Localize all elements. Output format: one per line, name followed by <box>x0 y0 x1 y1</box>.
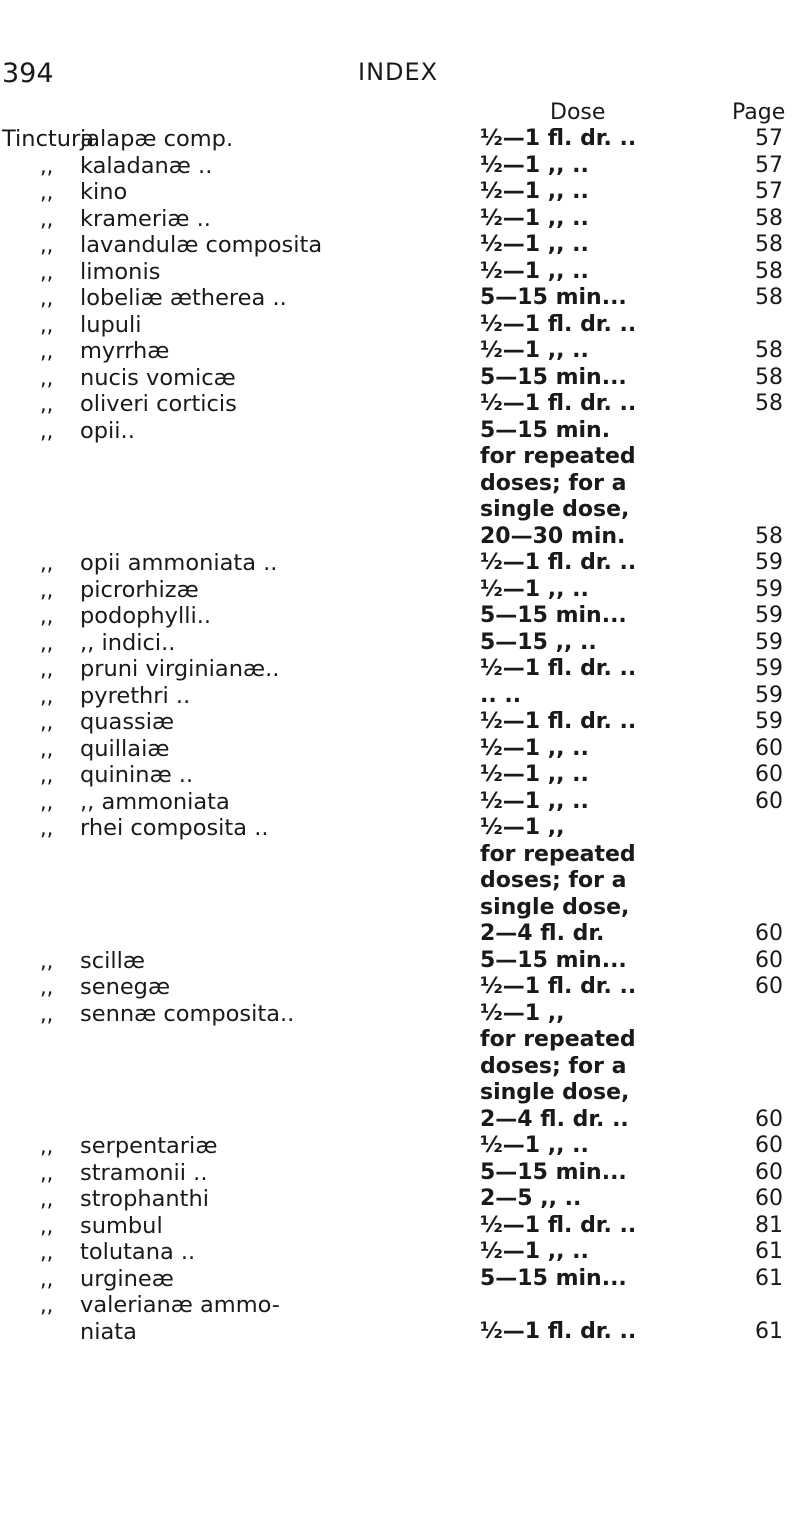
entry-page: 59 <box>755 603 783 628</box>
index-entry <box>0 365 800 392</box>
index-entry <box>0 974 800 1001</box>
ditto-mark: ,, <box>40 551 54 575</box>
entry-dose-note: 2—4 fl. dr. <box>480 921 605 946</box>
entry-page: 61 <box>755 1239 783 1264</box>
entry-dose: .. .. <box>480 682 522 708</box>
ditto-mark: ,, <box>40 233 54 257</box>
entry-name: krameriæ .. <box>80 205 211 232</box>
entry-page: 61 <box>755 1265 783 1291</box>
entry-dose-note: doses; for a <box>480 1053 627 1079</box>
ditto-mark: ,, <box>40 286 54 310</box>
ditto-mark: ,, <box>40 1134 54 1158</box>
dose-column-heading: Dose <box>550 100 606 125</box>
ditto-mark: ,, <box>40 630 54 655</box>
index-entry <box>0 1292 800 1319</box>
ditto-mark: ,, <box>40 180 54 204</box>
entry-name: stramonii .. <box>80 1159 208 1186</box>
ditto-mark: ,, <box>40 339 54 363</box>
entry-dose: ½—1 ,, .. <box>480 258 589 284</box>
entry-continuation <box>0 1319 800 1346</box>
entry-page: 60 <box>755 947 783 973</box>
entry-page: 59 <box>755 629 783 655</box>
entry-page: 58 <box>755 285 783 310</box>
entry-page: 60 <box>755 1133 783 1158</box>
entry-page: 58 <box>755 523 783 549</box>
index-entry <box>0 1133 800 1160</box>
entry-continuation <box>0 868 800 895</box>
ditto-mark: ,, <box>40 153 54 178</box>
index-entry <box>0 736 800 763</box>
entry-continuation <box>0 471 800 498</box>
entry-continuation <box>0 497 800 524</box>
entry-continuation <box>0 1080 800 1107</box>
entry-page: 59 <box>755 709 783 734</box>
entry-page: 58 <box>755 205 783 231</box>
entry-dose: 5—15 ,, .. <box>480 629 597 655</box>
entry-continuation <box>0 444 800 471</box>
entry-page: 58 <box>755 258 783 284</box>
entry-dose-note: for repeated <box>480 841 636 867</box>
entry-page: 60 <box>755 921 783 946</box>
entry-name: strophanthi <box>80 1186 209 1212</box>
ditto-mark: ,, <box>40 1187 54 1211</box>
entry-name: quassiæ <box>80 709 175 735</box>
entry-page: 59 <box>755 656 783 681</box>
ditto-mark: ,, <box>40 312 54 337</box>
entry-continuation <box>0 1054 800 1081</box>
index-entry <box>0 179 800 206</box>
entry-continuation <box>0 895 800 922</box>
index-entry <box>0 153 800 180</box>
entry-dose: ½—1 ,, .. <box>480 152 589 178</box>
entry-page: 58 <box>755 232 783 257</box>
entry-name: pruni virginianæ.. <box>80 656 280 682</box>
entry-name: limonis <box>80 258 161 285</box>
entry-dose: 5—15 min... <box>480 285 627 310</box>
ditto-mark: ,, <box>40 683 54 708</box>
entry-dose-note: single dose, <box>480 497 630 522</box>
index-entry <box>0 683 800 710</box>
entry-dose: ½—1 fl. dr. .. <box>480 1212 637 1238</box>
index-entry <box>0 206 800 233</box>
entry-name: nucis vomicæ <box>80 364 236 391</box>
ditto-mark: ,, <box>40 816 54 840</box>
entry-dose: 5—15 min... <box>480 1265 627 1291</box>
entry-dose: 5—15 min... <box>480 1159 627 1185</box>
entry-name: quillaiæ <box>80 735 170 762</box>
index-entry <box>0 603 800 630</box>
entry-page: 60 <box>755 735 783 761</box>
page-number: 394 <box>2 58 54 89</box>
index-entry <box>0 1160 800 1187</box>
entry-dose: ½—1 ,, .. <box>480 735 589 761</box>
entry-dose: ½—1 ,, .. <box>480 576 589 602</box>
entry-dose: ½—1 ,, .. <box>480 338 589 363</box>
index-entry <box>0 259 800 286</box>
index-entries <box>0 126 800 1345</box>
index-entry <box>0 285 800 312</box>
entry-dose: ½—1 ,, <box>480 1000 565 1026</box>
entry-name: kino <box>80 179 128 205</box>
entry-page: 60 <box>755 762 783 787</box>
ditto-mark: ,, <box>40 763 54 787</box>
entry-name: ,, ammoniata <box>80 788 230 815</box>
entry-lead-word: Tinctura <box>2 126 95 152</box>
entry-name: myrrhæ <box>80 338 170 364</box>
ditto-mark: ,, <box>40 1160 54 1185</box>
entry-name: rhei composita .. <box>80 815 269 841</box>
entry-name: senegæ <box>80 974 171 1000</box>
ditto-mark: ,, <box>40 948 54 973</box>
entry-name: tolutana .. <box>80 1239 196 1265</box>
entry-dose-note: for repeated <box>480 1027 636 1052</box>
entry-page: 60 <box>755 1106 783 1132</box>
ditto-mark: ,, <box>40 1266 54 1291</box>
entry-dose: ½—1 ,, .. <box>480 232 589 257</box>
index-entry <box>0 577 800 604</box>
ditto-mark: ,, <box>40 1293 54 1317</box>
entry-name: kaladanæ .. <box>80 152 213 179</box>
entry-dose: ½—1 ,, .. <box>480 762 589 787</box>
entry-continuation <box>0 921 800 948</box>
ditto-mark: ,, <box>40 1001 54 1026</box>
index-entry <box>0 709 800 736</box>
ditto-mark: ,, <box>40 365 54 390</box>
index-entry <box>0 762 800 789</box>
entry-name: lobeliæ ætherea .. <box>80 285 287 311</box>
ditto-mark: ,, <box>40 975 54 999</box>
entry-dose: ½—1 ,, .. <box>480 1239 589 1264</box>
entry-name: opii.. <box>80 417 135 444</box>
ditto-mark: ,, <box>40 392 54 416</box>
ditto-mark: ,, <box>40 1240 54 1264</box>
entry-name: ,, indici.. <box>80 629 176 656</box>
index-entry <box>0 126 800 153</box>
entry-dose: 5—15 min... <box>480 947 627 973</box>
entry-page: 60 <box>755 1159 783 1185</box>
entry-name: sennæ composita.. <box>80 1000 295 1027</box>
entry-page: 59 <box>755 550 783 575</box>
index-entry <box>0 948 800 975</box>
entry-dose: ½—1 fl. dr. .. <box>480 126 637 151</box>
ditto-mark: ,, <box>40 1213 54 1238</box>
entry-dose: ½—1 ,, .. <box>480 179 589 204</box>
entry-page: 58 <box>755 391 783 416</box>
running-title: INDEX <box>358 58 439 86</box>
entry-page: 60 <box>755 1186 783 1211</box>
index-entry <box>0 312 800 339</box>
entry-name: pyrethri .. <box>80 682 191 709</box>
running-header <box>0 58 800 98</box>
index-entry <box>0 550 800 577</box>
entry-dose-note: doses; for a <box>480 868 627 893</box>
entry-page: 59 <box>755 576 783 602</box>
entry-name: scillæ <box>80 947 145 974</box>
index-entry <box>0 789 800 816</box>
entry-dose: ½—1 ,, .. <box>480 205 589 231</box>
entry-name: sumbul <box>80 1212 163 1239</box>
entry-dose: ½—1 ,, .. <box>480 788 589 814</box>
entry-page: 60 <box>755 974 783 999</box>
entry-dose: ½—1 fl. dr. .. <box>480 391 637 416</box>
entry-dose: ½—1 fl. dr. .. <box>480 311 637 337</box>
entry-dose: ½—1 fl. dr. .. <box>480 1318 637 1344</box>
index-entry <box>0 815 800 842</box>
index-entry <box>0 391 800 418</box>
entry-dose: ½—1 ,, <box>480 815 565 840</box>
index-entry <box>0 232 800 259</box>
entry-dose-note: 2—4 fl. dr. .. <box>480 1106 629 1132</box>
entry-page: 57 <box>755 152 783 178</box>
entry-page: 57 <box>755 126 783 151</box>
entry-page: 58 <box>755 338 783 363</box>
page-column-heading: Page <box>732 100 786 125</box>
ditto-mark: ,, <box>40 577 54 602</box>
ditto-mark: ,, <box>40 418 54 443</box>
entry-page: 81 <box>755 1212 783 1238</box>
entry-dose: ½—1 fl. dr. .. <box>480 550 637 575</box>
entry-dose-note: for repeated <box>480 444 636 469</box>
index-entry <box>0 656 800 683</box>
entry-dose-note: single dose, <box>480 894 630 920</box>
ditto-mark: ,, <box>40 736 54 761</box>
entry-name: jalapæ comp. <box>80 126 234 152</box>
entry-name: picrorhizæ <box>80 576 199 603</box>
ditto-mark: ,, <box>40 206 54 231</box>
entry-page: 57 <box>755 179 783 204</box>
entry-page: 61 <box>755 1318 783 1344</box>
entry-name: podophylli.. <box>80 603 212 629</box>
index-entry <box>0 1001 800 1028</box>
entry-name: urgineæ <box>80 1265 174 1292</box>
entry-dose-note: single dose, <box>480 1080 630 1105</box>
index-entry <box>0 1186 800 1213</box>
entry-page: 60 <box>755 788 783 814</box>
entry-page: 59 <box>755 682 783 708</box>
ditto-mark: ,, <box>40 604 54 628</box>
ditto-mark: ,, <box>40 657 54 681</box>
entry-dose: 5—15 min. <box>480 417 611 443</box>
entry-dose: 5—15 min... <box>480 603 627 628</box>
ditto-mark: ,, <box>40 259 54 284</box>
index-entry <box>0 418 800 445</box>
entry-dose: ½—1 fl. dr. .. <box>480 709 637 734</box>
ditto-mark: ,, <box>40 789 54 814</box>
entry-continuation <box>0 1107 800 1134</box>
index-entry <box>0 630 800 657</box>
entry-name: opii ammoniata .. <box>80 550 278 576</box>
entry-continuation <box>0 1027 800 1054</box>
entry-dose: 5—15 min... <box>480 364 627 390</box>
entry-page: 58 <box>755 364 783 390</box>
entry-continuation <box>0 842 800 869</box>
entry-dose-note: 20—30 min. <box>480 523 626 549</box>
ditto-mark: ,, <box>40 710 54 734</box>
entry-dose: 2—5 ,, .. <box>480 1186 582 1211</box>
index-entry <box>0 338 800 365</box>
entry-name: serpentariæ <box>80 1133 218 1159</box>
entry-dose: ½—1 fl. dr. .. <box>480 974 637 999</box>
entry-name: lavandulæ composita <box>80 232 323 258</box>
entry-name: oliveri corticis <box>80 391 237 417</box>
entry-dose-note: doses; for a <box>480 470 627 496</box>
entry-name: quininæ .. <box>80 762 194 788</box>
entry-dose: ½—1 fl. dr. .. <box>480 656 637 681</box>
index-entry <box>0 1266 800 1293</box>
index-entry <box>0 1213 800 1240</box>
entry-name-continued: niata <box>80 1318 137 1345</box>
entry-continuation <box>0 524 800 551</box>
index-entry <box>0 1239 800 1266</box>
entry-name: lupuli <box>80 311 142 338</box>
entry-dose: ½—1 ,, .. <box>480 1133 589 1158</box>
entry-name: valerianæ ammo- <box>80 1292 280 1318</box>
